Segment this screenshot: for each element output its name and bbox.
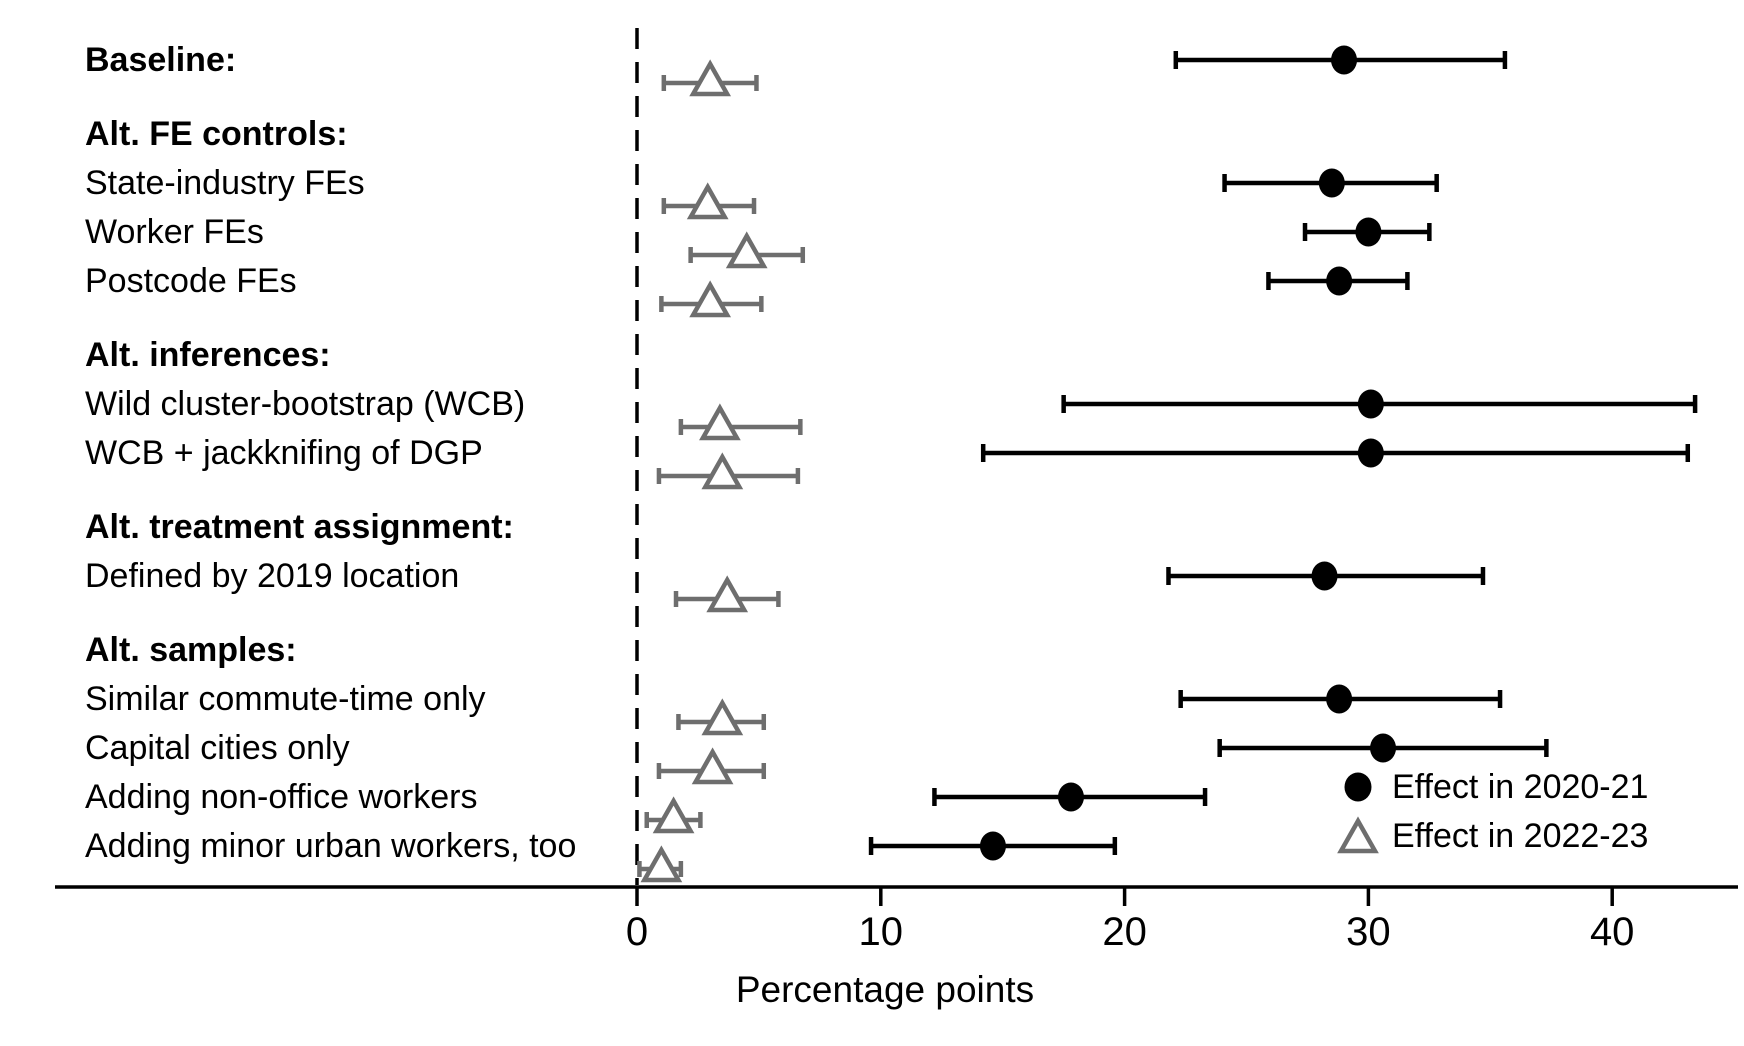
group-header-label: Alt. samples: xyxy=(85,631,297,669)
point-2022-23-7 xyxy=(705,457,739,487)
group-header-label: Alt. inferences: xyxy=(85,336,331,374)
x-axis-tick-label: 40 xyxy=(1589,910,1635,954)
row-label: Wild cluster-bootstrap (WCB) xyxy=(85,385,526,423)
point-2020-21-14 xyxy=(980,832,1006,861)
point-2022-23-4 xyxy=(693,285,727,315)
row-label: Adding minor urban workers, too xyxy=(85,827,577,865)
x-axis-tick-label: 10 xyxy=(858,910,904,954)
point-2022-23-0 xyxy=(693,64,727,94)
row-label: Similar commute-time only xyxy=(85,680,486,718)
row-label: WCB + jackknifing of DGP xyxy=(85,434,483,472)
group-header-label: Alt. FE controls: xyxy=(85,115,348,153)
point-2020-21-7 xyxy=(1358,439,1384,468)
row-label: Defined by 2019 location xyxy=(85,557,460,595)
point-2022-23-14 xyxy=(644,850,678,880)
point-2020-21-11 xyxy=(1326,685,1352,714)
point-2022-23-12 xyxy=(696,752,730,782)
x-axis-tick-label: 30 xyxy=(1346,910,1391,954)
row-label: Capital cities only xyxy=(85,729,350,767)
row-label: Adding non-office workers xyxy=(85,778,478,816)
row-label: State-industry FEs xyxy=(85,164,365,202)
point-2020-21-6 xyxy=(1358,390,1384,419)
legend-label-2020-21: Effect in 2020-21 xyxy=(1392,768,1649,806)
row-label: Postcode FEs xyxy=(85,262,297,300)
point-2022-23-9 xyxy=(710,580,744,610)
point-2022-23-2 xyxy=(691,187,725,217)
x-axis-tick-label: 0 xyxy=(625,910,649,954)
point-2020-21-13 xyxy=(1058,783,1084,812)
point-2020-21-0 xyxy=(1331,46,1357,75)
x-axis-title: Percentage points xyxy=(735,969,1035,1010)
point-2020-21-9 xyxy=(1312,562,1338,591)
legend-open-triangle-icon xyxy=(1341,821,1375,851)
point-2020-21-4 xyxy=(1326,267,1352,296)
legend-filled-circle-icon xyxy=(1345,773,1372,802)
legend-label-2022-23: Effect in 2022-23 xyxy=(1392,817,1649,855)
point-2022-23-3 xyxy=(730,236,764,266)
row-label: Worker FEs xyxy=(85,213,264,251)
row-label: Baseline: xyxy=(85,41,237,79)
x-axis-tick-label: 20 xyxy=(1102,910,1147,954)
point-2020-21-12 xyxy=(1370,734,1396,763)
point-2022-23-11 xyxy=(705,703,739,733)
point-2022-23-13 xyxy=(657,801,691,831)
point-2020-21-2 xyxy=(1319,169,1345,198)
point-2020-21-3 xyxy=(1355,218,1381,247)
point-2022-23-6 xyxy=(703,408,737,438)
group-header-label: Alt. treatment assignment: xyxy=(85,508,514,546)
